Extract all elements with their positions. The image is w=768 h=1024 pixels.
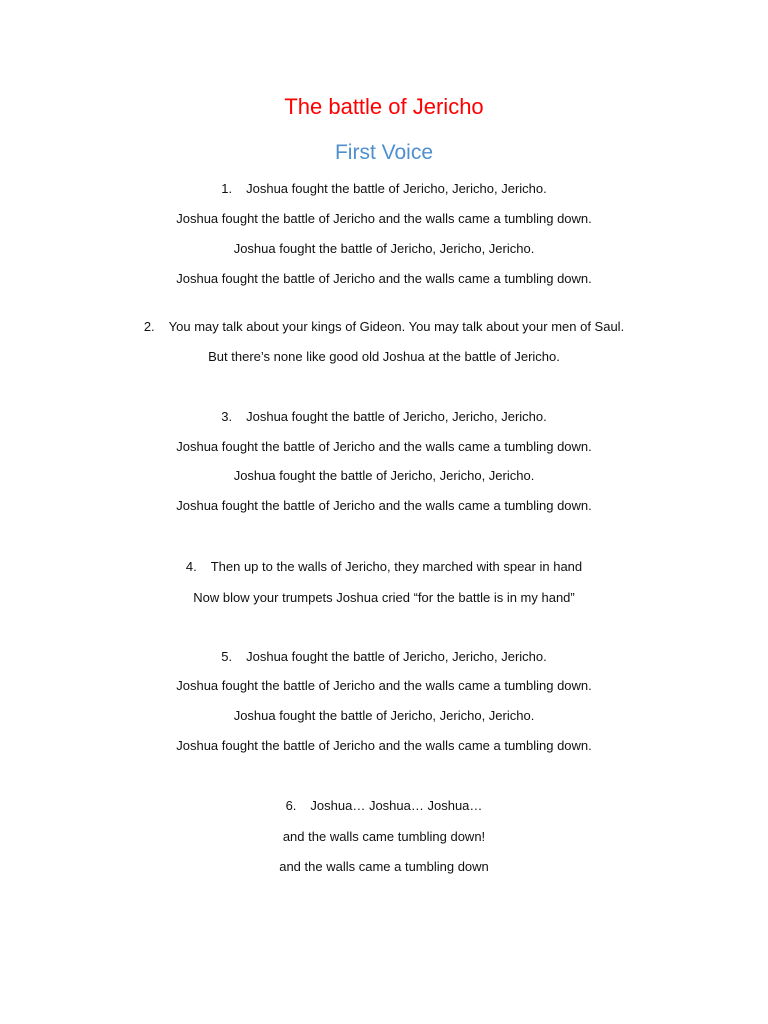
verse-3-line-1 [0,408,768,426]
verse-line-text: Joshua fought the battle of Jericho, Jericho, Jericho. [246,649,547,664]
verse-number: 1. [221,181,233,196]
verse-4-line-1 [0,558,768,576]
verse-line-text: Joshua fought the battle of Jericho, Jericho, Jericho. [246,181,547,196]
verse-5-line-1 [0,648,768,666]
verse-4-line-2: Now blow your trumpets Joshua cried “for the battle is in my hand” [193,590,575,605]
verse-6-line-2: and the walls came tumbling down! [282,829,486,844]
verse-number: 3. [221,409,233,424]
document-subtitle: First Voice [334,141,434,164]
document-title: The battle of Jericho [284,94,484,119]
verse-2-line-1 [0,318,768,336]
verse-number: 6. [285,798,297,813]
verse-line-text: You may talk about your kings of Gideon. You may talk about your men of Saul. [168,319,625,334]
verse-5-line-3: Joshua fought the battle of Jericho, Jericho, Jericho. [233,708,535,723]
verse-line-text: Joshua… Joshua… Joshua… [310,798,483,813]
verse-line-text: Then up to the walls of Jericho, they marched with spear in hand [210,559,583,574]
verse-line-text: Joshua fought the battle of Jericho, Jericho, Jericho. [246,409,547,424]
verse-6-line-1 [0,797,768,815]
verse-1-line-1 [0,180,768,198]
verse-number: 4. [185,559,197,574]
verse-number: 5. [221,649,233,664]
verse-3-line-3: Joshua fought the battle of Jericho, Jericho, Jericho. [233,468,535,483]
verse-3-line-4: Joshua fought the battle of Jericho and the walls came a tumbling down. [176,498,592,513]
verse-6-line-3: and the walls came a tumbling down [279,859,489,874]
verse-1-line-3: Joshua fought the battle of Jericho, Jericho, Jericho. [233,241,535,256]
verse-5-line-4: Joshua fought the battle of Jericho and the walls came a tumbling down. [176,738,592,753]
verse-1-line-2: Joshua fought the battle of Jericho and the walls came a tumbling down. [176,211,592,226]
verse-2-line-2: But there’s none like good old Joshua at the battle of Jericho. [208,349,560,364]
verse-5-line-2: Joshua fought the battle of Jericho and the walls came a tumbling down. [176,678,592,693]
verse-1-line-4: Joshua fought the battle of Jericho and the walls came a tumbling down. [176,271,592,286]
verse-3-line-2: Joshua fought the battle of Jericho and the walls came a tumbling down. [176,439,592,454]
verse-number: 2. [143,319,155,334]
